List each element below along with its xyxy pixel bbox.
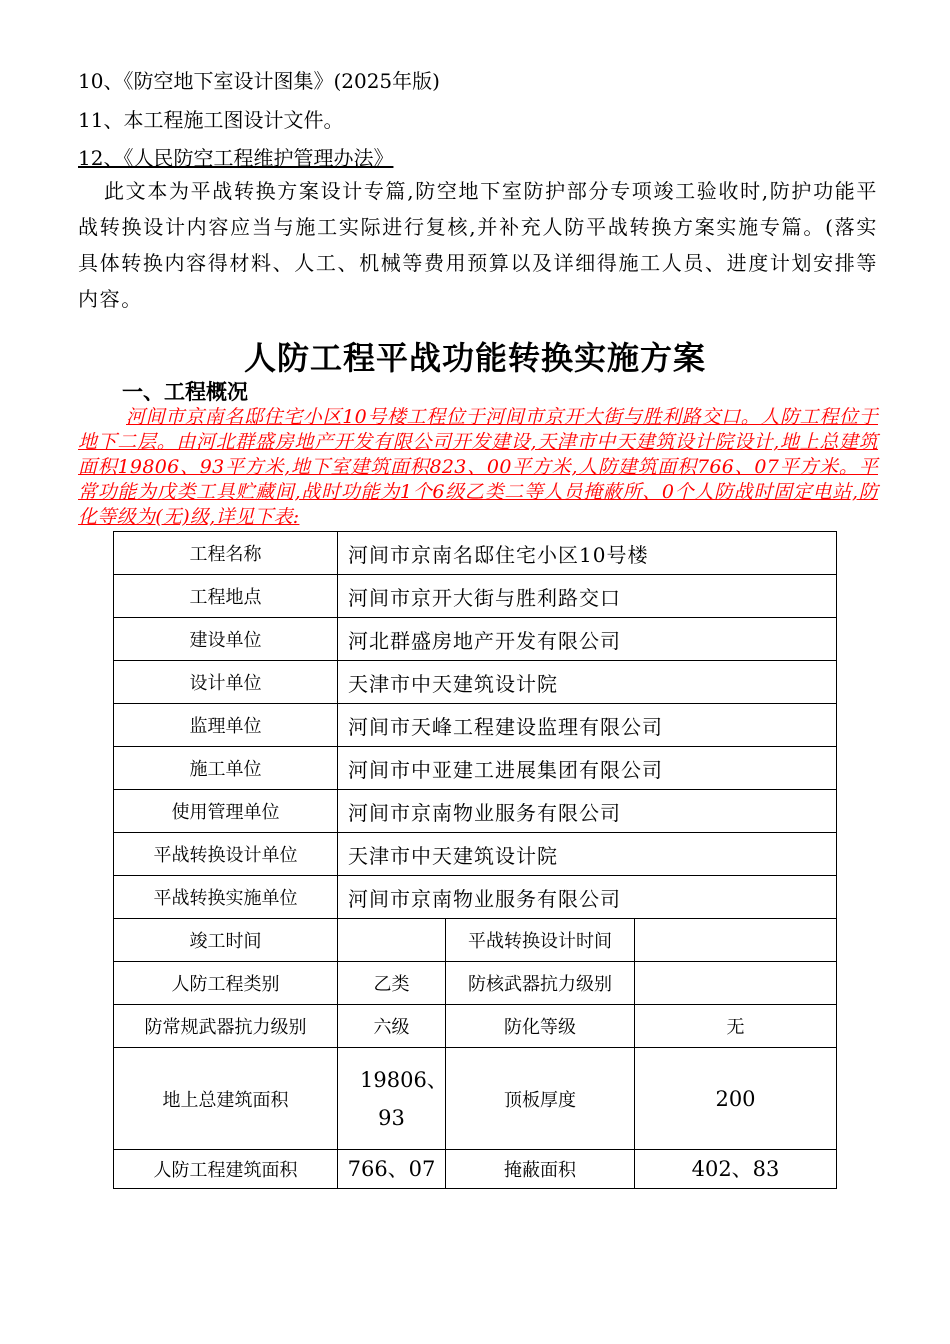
- table-row: [114, 1150, 837, 1189]
- table-row: [114, 618, 837, 661]
- table-row: [114, 833, 837, 876]
- table-value: 天津市中天建筑设计院: [338, 661, 837, 704]
- table-value: 河间市中亚建工进展集团有限公司: [338, 747, 837, 790]
- table-value: [635, 962, 837, 1005]
- table-value: 河北群盛房地产开发有限公司: [338, 618, 837, 661]
- reference-item-11: 11、本工程施工图设计文件。: [78, 108, 344, 132]
- table-value: [338, 919, 446, 962]
- table-row: [114, 704, 837, 747]
- table-label: 顶板厚度: [446, 1048, 635, 1150]
- table-label: 平战转换设计时间: [446, 919, 635, 962]
- table-value: 河间市京南名邸住宅小区10号楼: [338, 532, 837, 575]
- table-label: 人防工程建筑面积: [114, 1150, 338, 1189]
- table-row: [114, 747, 837, 790]
- table-label: 工程地点: [114, 575, 338, 618]
- table-value: 乙类: [338, 962, 446, 1005]
- project-overview: 河间市京南名邸住宅小区10号楼工程位于河间市京开大街与胜利路交口。人防工程位于地下二层。由河北群盛房地产开发有限公司开发建设,天津市中天建筑设计院设计,地上总建筑面积19806、93平方米,地下室建筑面积823、00平方米,人防建筑面积766、07平方米。平常功能为戊类工具贮藏间,战时功能为1个6级乙类二等人员掩蔽所、0个人防战时固定电站,防化等级为(无)级,详见下表:: [78, 406, 878, 528]
- document-title: 人防工程平战功能转换实施方案: [243, 339, 706, 377]
- reference-item-12: 12、《人民防空工程维护管理办法》: [78, 146, 394, 170]
- table-label: 防常规武器抗力级别: [114, 1005, 338, 1048]
- table-label: 地上总建筑面积: [114, 1048, 338, 1150]
- table-label: 防核武器抗力级别: [446, 962, 635, 1005]
- table-value: 六级: [338, 1005, 446, 1048]
- table-label: 防化等级: [446, 1005, 635, 1048]
- intro-paragraph: 此文本为平战转换方案设计专篇,防空地下室防护部分专项竣工验收时,防护功能平战转换设计内容应当与施工实际进行复核,并补充人防平战转换方案实施专篇。(落实具体转换内容得材料、人工、机械等费用预算以及详细得施工人员、进度计划安排等内容。: [78, 179, 878, 311]
- table-label: 人防工程类别: [114, 962, 338, 1005]
- table-value: 天津市中天建筑设计院: [338, 833, 837, 876]
- table-row: [114, 661, 837, 704]
- table-label: 竣工时间: [114, 919, 338, 962]
- section-heading: 一、工程概况: [122, 380, 248, 404]
- table-label: 设计单位: [114, 661, 338, 704]
- table-row: [114, 1048, 837, 1150]
- table-value: 766、07: [338, 1150, 446, 1189]
- table-row: [114, 1005, 837, 1048]
- table-row: [114, 575, 837, 618]
- table-label: 施工单位: [114, 747, 338, 790]
- reference-item-10: 10、《防空地下室设计图集》(2025年版): [78, 69, 440, 93]
- table-row: [114, 532, 837, 575]
- table-row: [114, 962, 837, 1005]
- table-value: 河间市京开大街与胜利路交口: [338, 575, 837, 618]
- table-label: 平战转换实施单位: [114, 876, 338, 919]
- table-value: 河间市天峰工程建设监理有限公司: [338, 704, 837, 747]
- table-value: 河间市京南物业服务有限公司: [338, 876, 837, 919]
- table-row: [114, 790, 837, 833]
- table-label: 使用管理单位: [114, 790, 338, 833]
- table-value: [635, 919, 837, 962]
- table-value: 河间市京南物业服务有限公司: [338, 790, 837, 833]
- table-value: 402、83: [635, 1150, 837, 1189]
- table-label: 平战转换设计单位: [114, 833, 338, 876]
- table-label: 掩蔽面积: [446, 1150, 635, 1189]
- table-label: 建设单位: [114, 618, 338, 661]
- table-value: 19806、93: [338, 1048, 446, 1150]
- project-info-table: [113, 531, 837, 1189]
- table-label: 监理单位: [114, 704, 338, 747]
- table-label: 工程名称: [114, 532, 338, 575]
- table-row: [114, 919, 837, 962]
- table-value: 无: [635, 1005, 837, 1048]
- table-value: 200: [635, 1048, 837, 1150]
- table-row: [114, 876, 837, 919]
